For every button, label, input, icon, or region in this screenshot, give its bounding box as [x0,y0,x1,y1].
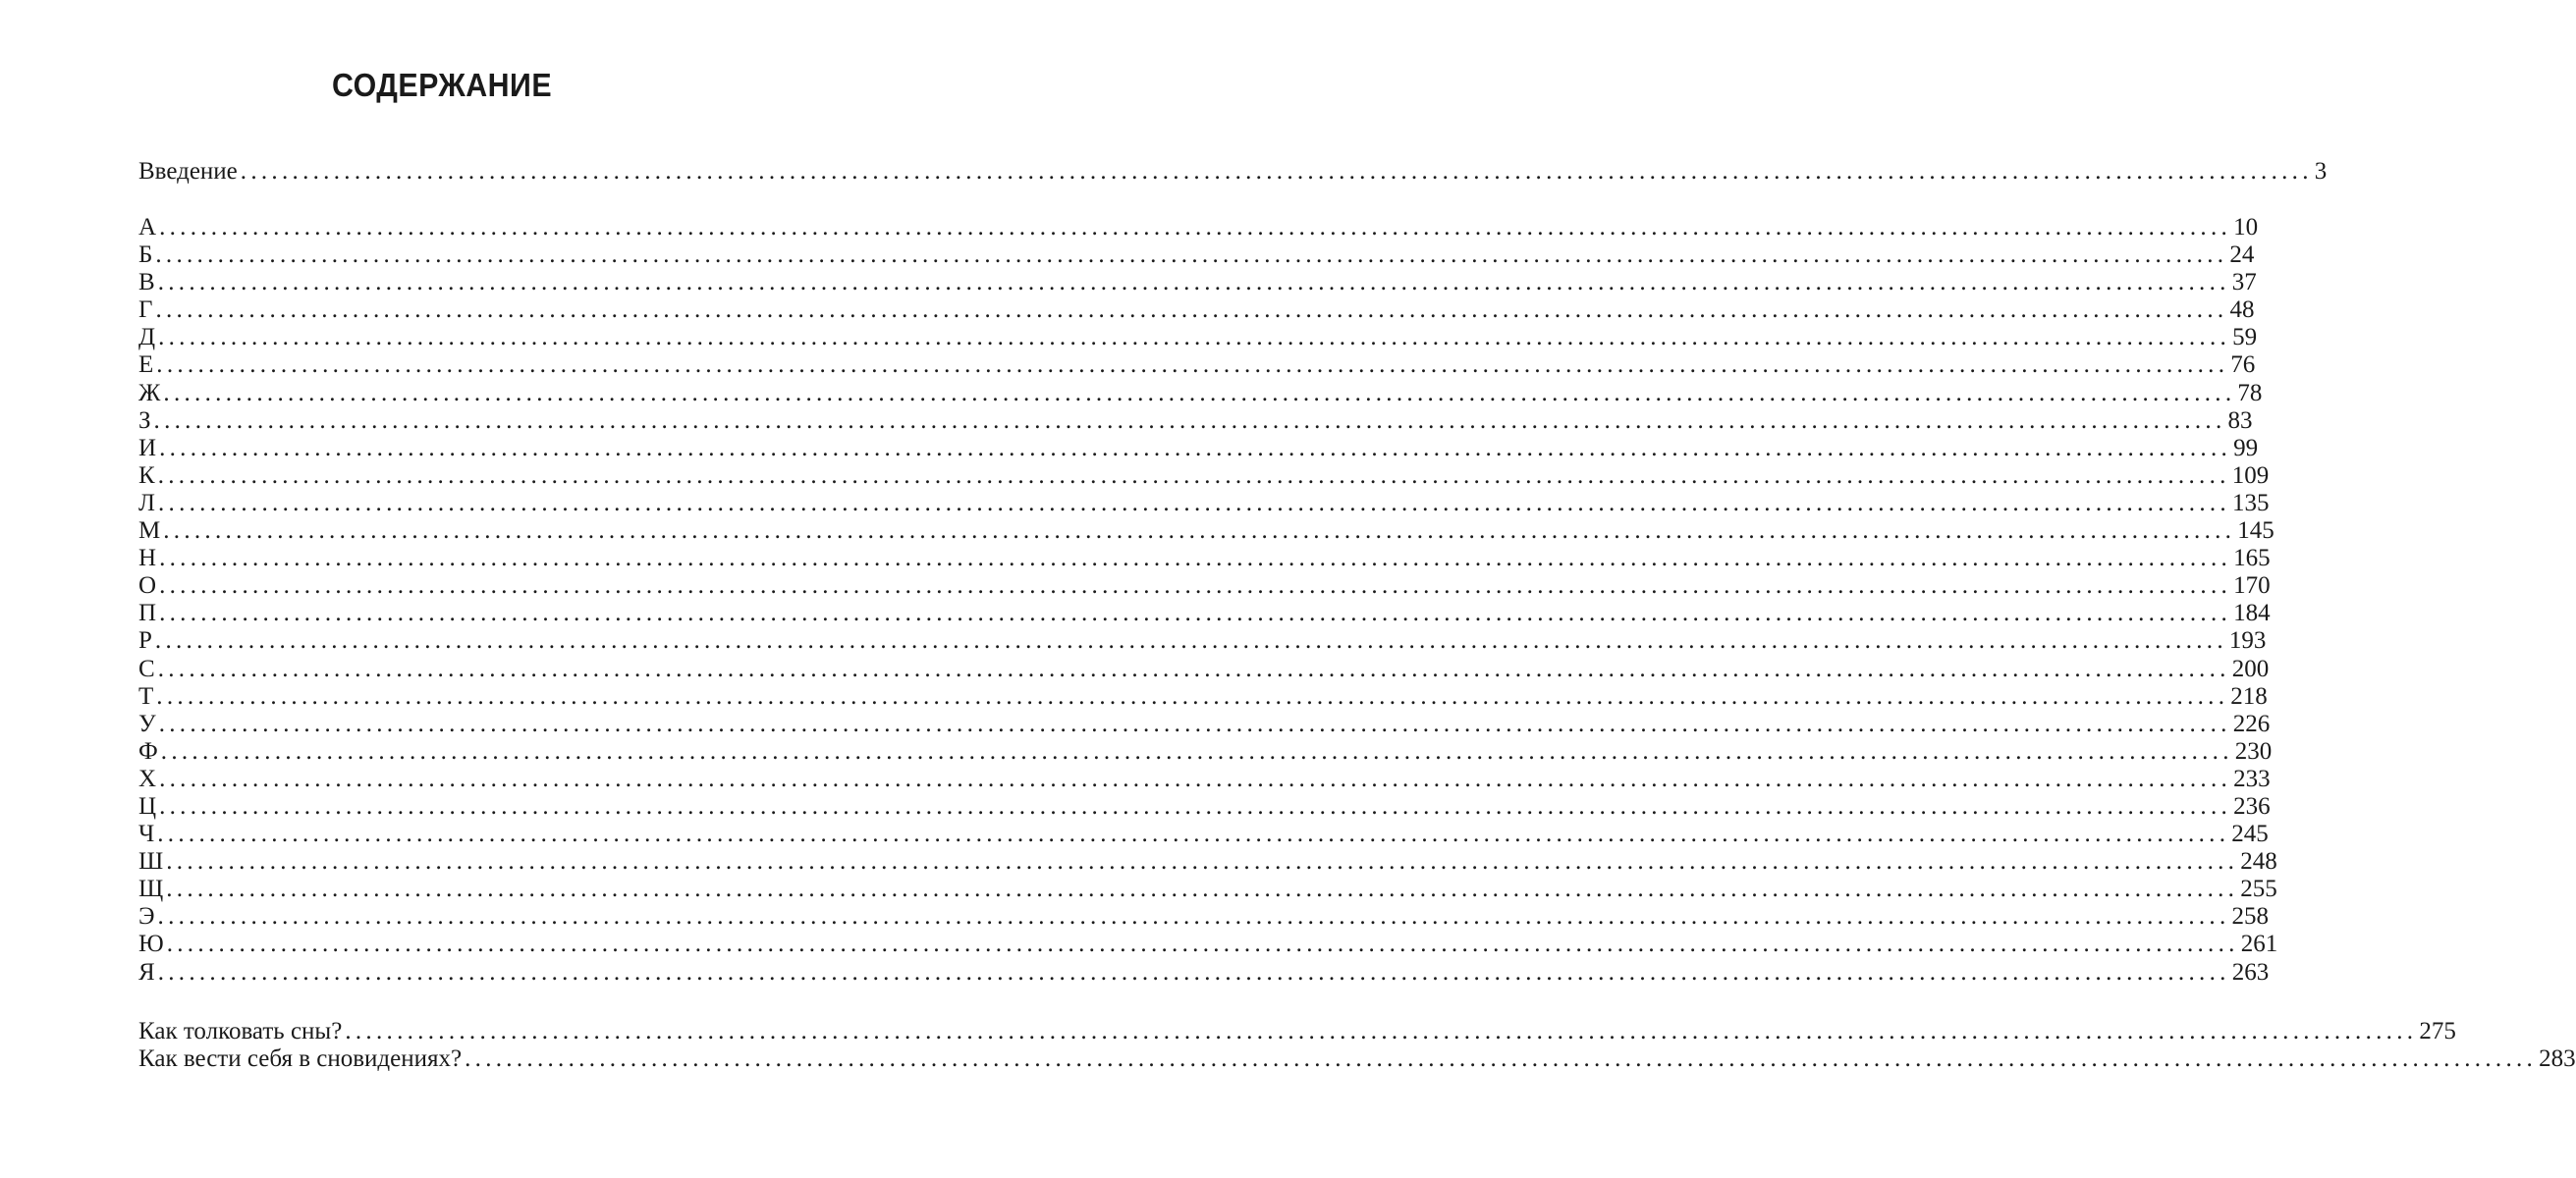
toc-entry-page-number: 170 [2233,572,2271,600]
dot-leader: ........................................................................................................................................................................................................ [159,545,2232,572]
toc-entry-page-number: 184 [2233,600,2271,627]
toc-entry-page-number: 99 [2233,434,2259,461]
toc-entry-label: Г [138,296,153,324]
toc-entry-label: К [138,461,155,489]
toc-entry [138,876,2277,903]
dot-leader: ........................................................................................................................................................................................................ [166,876,2239,903]
toc-entry-label: Д [138,324,156,351]
toc-entry [138,269,2257,296]
toc-entry [138,931,2278,958]
toc-entry-page-number: 236 [2233,792,2271,820]
toc-entry-label: Ж [138,379,161,406]
dot-leader: ........................................................................................................................................................................................................ [159,434,2232,461]
toc-entry-page-number: 193 [2228,627,2267,655]
toc-entry-page-number: 145 [2237,517,2275,545]
toc-entry [138,655,2270,683]
toc-entry-label: Введение [138,158,238,185]
toc-entry [138,1045,2576,1073]
toc-entry [138,214,2259,241]
toc-entry-page-number: 76 [2230,351,2256,379]
toc-entry [138,379,2263,407]
toc-entry-label: Ю [138,931,164,958]
toc-entry-label: С [138,655,155,682]
toc-entry-label: Б [138,241,153,269]
toc-entry [138,517,2275,545]
toc-entry [138,434,2259,462]
dot-leader: ........................................................................................................................................................................................................ [159,214,2232,241]
dot-leader: ........................................................................................................................................................................................................ [159,572,2232,600]
toc-entry-label: Х [138,765,157,792]
toc-entry [138,1018,2456,1045]
toc-entry-page-number: 109 [2231,461,2270,489]
dot-leader: ........................................................................................................................................................................................................ [157,958,2230,986]
dot-leader: ........................................................................................................................................................................................................ [166,848,2239,876]
toc-entry-page-number: 255 [2240,876,2277,903]
toc-entry [138,821,2269,848]
dot-leader: ........................................................................................................................................................................................................ [157,269,2230,296]
toc-entry-label: Р [138,627,152,655]
toc-entry-label: Е [138,351,154,379]
toc-entry-label: Как толковать сны? [138,1018,343,1044]
toc-entry-page-number: 263 [2231,958,2270,986]
dot-leader: ........................................................................................................................................................................................................ [163,379,2236,406]
toc-entry-label: В [138,269,155,296]
toc-entry-page-number: 48 [2229,296,2255,324]
toc-entry-page-number: 245 [2231,821,2269,848]
toc-entry [138,296,2255,324]
dot-leader: ........................................................................................................................................................................................................ [465,1045,2538,1073]
dot-leader: ........................................................................................................................................................................................................ [163,517,2236,545]
toc-entry-label: Ч [138,821,155,848]
toc-entry-label: Н [138,545,157,572]
dot-leader: ........................................................................................................................................................................................................ [159,765,2232,792]
toc-entry [138,765,2271,793]
toc-letters-section [138,214,2278,987]
dot-leader: ........................................................................................................................................................................................................ [155,296,2228,324]
toc-entry-page-number: 226 [2232,710,2271,737]
dot-leader: ........................................................................................................................................................................................................ [159,600,2232,627]
dot-leader: ........................................................................................................................................................................................................ [155,241,2228,269]
toc-entry-label: Э [138,903,155,931]
toc-entry [138,792,2271,821]
toc-entry-page-number: 83 [2227,406,2253,434]
toc-entry-label: Ш [138,848,164,876]
toc-entry-label: И [138,434,157,461]
page-title: СОДЕРЖАНИЕ [331,67,553,103]
toc-entry-page-number: 10 [2233,214,2259,241]
toc-entry [138,682,2268,711]
dot-leader: ........................................................................................................................................................................................................ [156,351,2229,379]
toc-entry-label: М [138,517,161,545]
dot-leader: ........................................................................................................................................................................................................ [154,627,2227,655]
toc-entry [138,351,2256,379]
toc-entry-label: У [138,710,156,737]
toc-entry [138,572,2271,600]
dot-leader: ........................................................................................................................................................................................................ [158,710,2231,737]
dot-leader: ........................................................................................................................................................................................................ [157,461,2230,489]
dot-leader: ........................................................................................................................................................................................................ [157,655,2230,682]
dot-leader: ........................................................................................................................................................................................................ [157,489,2230,516]
toc-entry [138,545,2271,572]
toc-entry-page-number: 37 [2231,269,2257,296]
dot-leader: ........................................................................................................................................................................................................ [345,1018,2418,1044]
toc-entry [138,158,2328,186]
toc-entry [138,848,2277,876]
dot-leader: ........................................................................................................................................................................................................ [156,682,2229,710]
toc-entry-page-number: 233 [2233,765,2271,792]
toc-intro-section [138,158,2328,186]
toc-entry [138,600,2271,627]
toc-entry-label: А [138,214,157,241]
toc-entry [138,324,2258,351]
toc-entry-page-number: 165 [2233,545,2271,572]
toc-entry-label: Ф [138,737,158,765]
toc-entry-page-number: 248 [2240,848,2277,876]
toc-entry [138,627,2267,655]
toc-entry [138,958,2270,987]
toc-entry-page-number: 78 [2237,379,2263,406]
toc-entry-page-number: 230 [2234,737,2273,765]
toc-entry-page-number: 24 [2229,241,2255,269]
toc-entry-label: Щ [138,876,164,903]
dot-leader: ........................................................................................................................................................................................................ [240,158,2313,185]
toc-entry-label: Л [138,489,155,516]
toc-entry-page-number: 59 [2232,324,2258,351]
toc-entry-label: О [138,572,157,600]
toc-entry [138,737,2273,766]
toc-entry [138,710,2271,738]
dot-leader: ........................................................................................................................................................................................................ [160,737,2233,765]
toc-entry [138,489,2270,517]
toc-entry-page-number: 218 [2230,682,2268,710]
dot-leader: ........................................................................................................................................................................................................ [159,792,2232,820]
toc-entry-page-number: 258 [2231,903,2270,931]
toc-entry-page-number: 261 [2240,931,2278,958]
toc-entry [138,241,2255,269]
dot-leader: ........................................................................................................................................................................................................ [153,406,2226,434]
toc-entry-label: Как вести себя в сновидениях? [138,1045,463,1073]
toc-entry-page-number: 200 [2231,655,2270,682]
toc-entry-page-number: 283 [2539,1045,2576,1073]
dot-leader: ........................................................................................................................................................................................................ [157,903,2230,931]
dot-leader: ........................................................................................................................................................................................................ [157,821,2230,848]
toc-entry-label: З [138,406,151,434]
toc-entry [138,903,2270,931]
dot-leader: ........................................................................................................................................................................................................ [158,324,2231,351]
toc-entry [138,461,2270,490]
toc-entry-label: Я [138,958,155,986]
toc-entry-page-number: 135 [2231,489,2270,516]
toc-entry-page-number: 3 [2314,158,2328,185]
toc-entry-label: Т [138,682,154,710]
dot-leader: ........................................................................................................................................................................................................ [166,931,2239,958]
toc-entry-page-number: 275 [2419,1018,2456,1044]
toc-extra-section [138,1018,2576,1073]
toc-entry-label: П [138,600,157,627]
toc-entry [138,406,2253,435]
toc-entry-label: Ц [138,792,157,820]
